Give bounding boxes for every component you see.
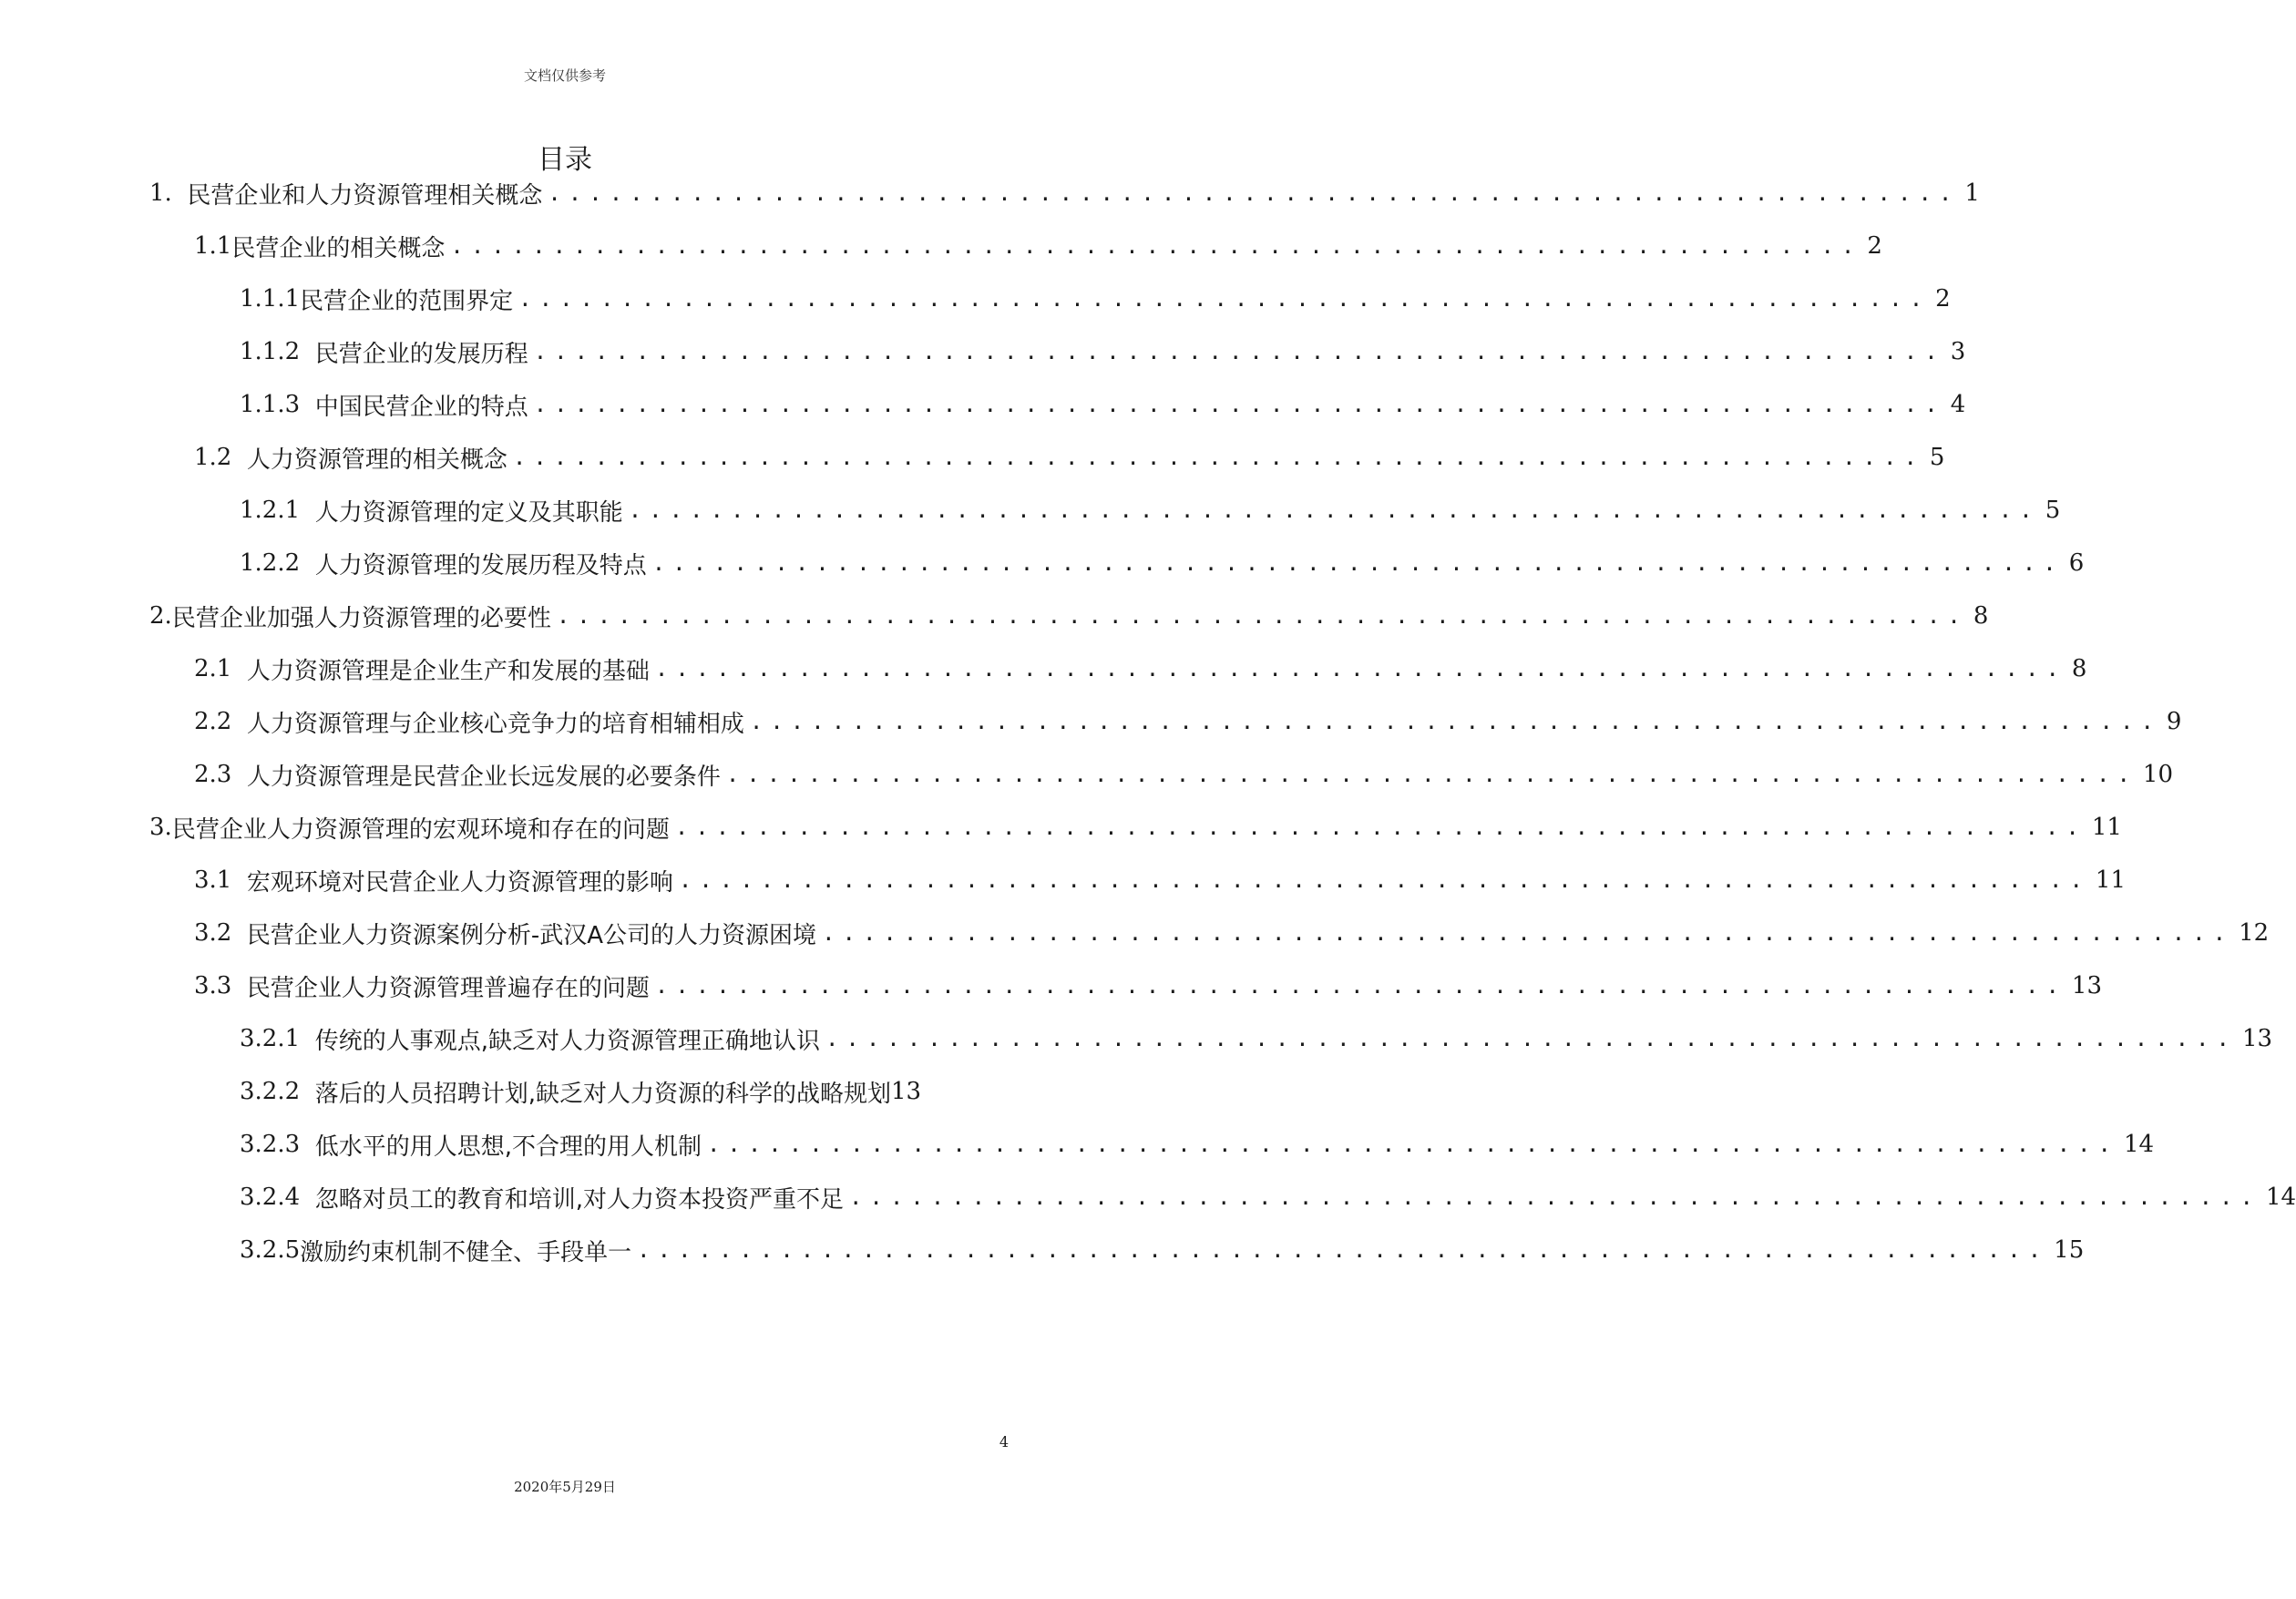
toc-entry-text: 民营企业和人力资源管理相关概念 bbox=[187, 181, 543, 210]
toc-entry-text: 民营企业人力资源管理普遍存在的问题 bbox=[246, 974, 650, 1002]
header-note: 文档仅供参考 bbox=[523, 67, 606, 84]
toc-entry-text: 宏观环境对民营企业人力资源管理的影响 bbox=[246, 868, 673, 897]
toc-entry-page: 5 bbox=[2045, 497, 2061, 524]
toc-entry-number: 1.2.1 bbox=[240, 497, 301, 524]
toc-entry-text: 落后的人员招聘计划,缺乏对人力资源的科学的战略规划 bbox=[314, 1080, 891, 1108]
toc-entry-page: 14 bbox=[2123, 1131, 2155, 1158]
toc-entry-text: 低水平的用人思想,不合理的用人机制 bbox=[314, 1133, 702, 1161]
toc-entry-text: 忽略对员工的教育和培训,对人力资本投资严重不足 bbox=[314, 1185, 844, 1214]
dot-leader: ..................................................................... bbox=[706, 1132, 2118, 1157]
toc-entry-text: 人力资源管理的发展历程及特点 bbox=[314, 551, 647, 579]
toc-entry-text: 人力资源管理的定义及其职能 bbox=[314, 498, 623, 527]
toc-entry[interactable] bbox=[194, 228, 1882, 264]
toc-entry-number: 2.1 bbox=[194, 655, 232, 682]
toc-title: 目录 bbox=[538, 144, 592, 176]
toc-entry-text: 民营企业的范围界定 bbox=[300, 287, 514, 315]
dot-leader: ..................................................................... bbox=[848, 1184, 2260, 1210]
toc-entry[interactable] bbox=[240, 1073, 1018, 1110]
toc-entry[interactable] bbox=[149, 598, 1989, 634]
toc-entry-text: 民营企业加强人力资源管理的必要性 bbox=[171, 604, 551, 632]
toc-entry[interactable] bbox=[149, 809, 2122, 846]
toc-entry[interactable] bbox=[240, 492, 2061, 528]
toc-entry[interactable] bbox=[240, 1232, 2085, 1268]
toc-entry[interactable] bbox=[240, 545, 2085, 581]
toc-entry-page: 13 bbox=[890, 1078, 922, 1105]
toc-entry[interactable] bbox=[240, 386, 1966, 423]
toc-entry-page: 3 bbox=[1950, 338, 1966, 365]
toc-entry[interactable] bbox=[240, 1126, 2155, 1163]
toc-entry-text: 人力资源管理与企业核心竞争力的培育相辅相成 bbox=[246, 710, 744, 738]
toc-entry-text: 民营企业人力资源案例分析-武汉A公司的人力资源困境 bbox=[246, 921, 817, 949]
toc-entry-text: 民营企业人力资源管理的宏观环境和存在的问题 bbox=[171, 815, 670, 844]
toc-entry-number: 3.2.3 bbox=[240, 1131, 301, 1158]
toc-entry-number: 1.2.2 bbox=[240, 549, 301, 577]
toc-entry-page: 11 bbox=[2091, 814, 2122, 841]
toc-entry[interactable] bbox=[194, 915, 2270, 951]
toc-entry[interactable] bbox=[240, 333, 1966, 370]
toc-entry-page: 9 bbox=[2166, 708, 2182, 735]
footer-date: 2020年5月29日 bbox=[514, 1479, 616, 1495]
toc-entry-number: 1.1.1 bbox=[240, 285, 301, 313]
toc-entry-page: 2 bbox=[1867, 232, 1882, 260]
toc-entry[interactable] bbox=[194, 968, 2102, 1004]
toc-entry-number: 3.2 bbox=[194, 919, 232, 947]
dot-leader: ..................................................................... bbox=[450, 233, 1862, 259]
toc-entry-number: 3.2.1 bbox=[240, 1025, 301, 1052]
dot-leader: ..................................................................... bbox=[533, 339, 1945, 364]
dot-leader: ..................................................................... bbox=[822, 920, 2234, 946]
toc-entry-text: 激励约束机制不健全、手段单一 bbox=[300, 1238, 632, 1266]
dot-leader: ..................................................................... bbox=[825, 1026, 2237, 1051]
dot-leader: ..................................................................... bbox=[725, 762, 2137, 787]
toc-entry[interactable] bbox=[194, 651, 2087, 687]
toc-entry-number: 1.1 bbox=[194, 232, 232, 260]
dot-leader: ..................................................................... bbox=[654, 973, 2066, 999]
toc-entry-page: 11 bbox=[2095, 866, 2126, 894]
toc-entry-number: 2.3 bbox=[194, 761, 232, 788]
toc-entry-text: 民营企业的相关概念 bbox=[231, 234, 446, 262]
dot-leader: ..................................................................... bbox=[556, 603, 1968, 629]
toc-entry-page: 1 bbox=[1964, 179, 1980, 207]
toc-entry-number: 3.3 bbox=[194, 972, 232, 999]
toc-entry-number: 1.2 bbox=[194, 444, 232, 471]
toc-entry-page: 13 bbox=[2071, 972, 2102, 999]
toc-entry-page: 12 bbox=[2239, 919, 2270, 947]
toc-entry-number: 3.2.2 bbox=[240, 1078, 301, 1105]
toc-entry-number: 2.2 bbox=[194, 708, 232, 735]
dot-leader: ..................................................................... bbox=[518, 286, 1931, 312]
dot-leader: ..................................................................... bbox=[512, 445, 1924, 470]
toc-entry-text: 中国民营企业的特点 bbox=[314, 393, 528, 421]
toc-entry[interactable] bbox=[240, 1179, 2296, 1215]
toc-entry-page: 10 bbox=[2142, 761, 2173, 788]
toc-entry-number: 3.2.4 bbox=[240, 1184, 301, 1211]
toc-entry-page: 14 bbox=[2265, 1184, 2296, 1211]
dot-leader: ..................................................................... bbox=[654, 656, 2066, 682]
dot-leader: ..................................................................... bbox=[533, 392, 1945, 417]
dot-leader: ..................................................................... bbox=[548, 180, 1960, 206]
toc-entry-number: 2. bbox=[149, 602, 172, 630]
toc-entry-text: 人力资源管理是企业生产和发展的基础 bbox=[246, 657, 650, 685]
toc-entry-text: 人力资源管理的相关概念 bbox=[246, 446, 507, 474]
dot-leader: ..................................................................... bbox=[628, 497, 2040, 523]
toc-entry-text: 民营企业的发展历程 bbox=[314, 340, 528, 368]
toc-entry[interactable] bbox=[194, 439, 1945, 476]
toc-entry-text: 传统的人事观点,缺乏对人力资源管理正确地认识 bbox=[314, 1027, 820, 1055]
toc-entry-page: 8 bbox=[1973, 602, 1989, 630]
dot-leader: ..................................................................... bbox=[674, 815, 2086, 840]
dot-leader: ..................................................................... bbox=[637, 1237, 2049, 1263]
toc-entry-page: 5 bbox=[1929, 444, 1945, 471]
toc-entry-text: 人力资源管理是民营企业长远发展的必要条件 bbox=[246, 763, 721, 791]
page-number: 4 bbox=[999, 1433, 1009, 1450]
toc-entry[interactable] bbox=[194, 756, 2173, 793]
toc-entry[interactable] bbox=[149, 175, 1980, 211]
toc-entry-page: 15 bbox=[2054, 1236, 2085, 1264]
toc-entry-page: 4 bbox=[1950, 391, 1966, 418]
toc-entry-page: 2 bbox=[1935, 285, 1951, 313]
toc-entry-page: 13 bbox=[2241, 1025, 2273, 1052]
toc-entry-number: 1. bbox=[149, 179, 172, 207]
toc-entry-number: 3.2.5 bbox=[240, 1236, 301, 1264]
toc-entry[interactable] bbox=[240, 1020, 2273, 1057]
toc-entry-number: 1.1.3 bbox=[240, 391, 301, 418]
toc-entry-number: 1.1.2 bbox=[240, 338, 301, 365]
toc-entry[interactable] bbox=[240, 281, 1951, 317]
toc-entry-page: 6 bbox=[2068, 549, 2085, 577]
dot-leader: ..................................................................... bbox=[678, 867, 2090, 893]
dot-leader: ..................................................................... bbox=[651, 550, 2064, 576]
toc-entry-page: 8 bbox=[2071, 655, 2087, 682]
toc-entry-number: 3. bbox=[149, 814, 172, 841]
toc-entry[interactable] bbox=[194, 862, 2126, 898]
toc-entry[interactable] bbox=[194, 703, 2182, 740]
toc-entry-number: 3.1 bbox=[194, 866, 232, 894]
dot-leader: ..................................................................... bbox=[749, 709, 2161, 734]
